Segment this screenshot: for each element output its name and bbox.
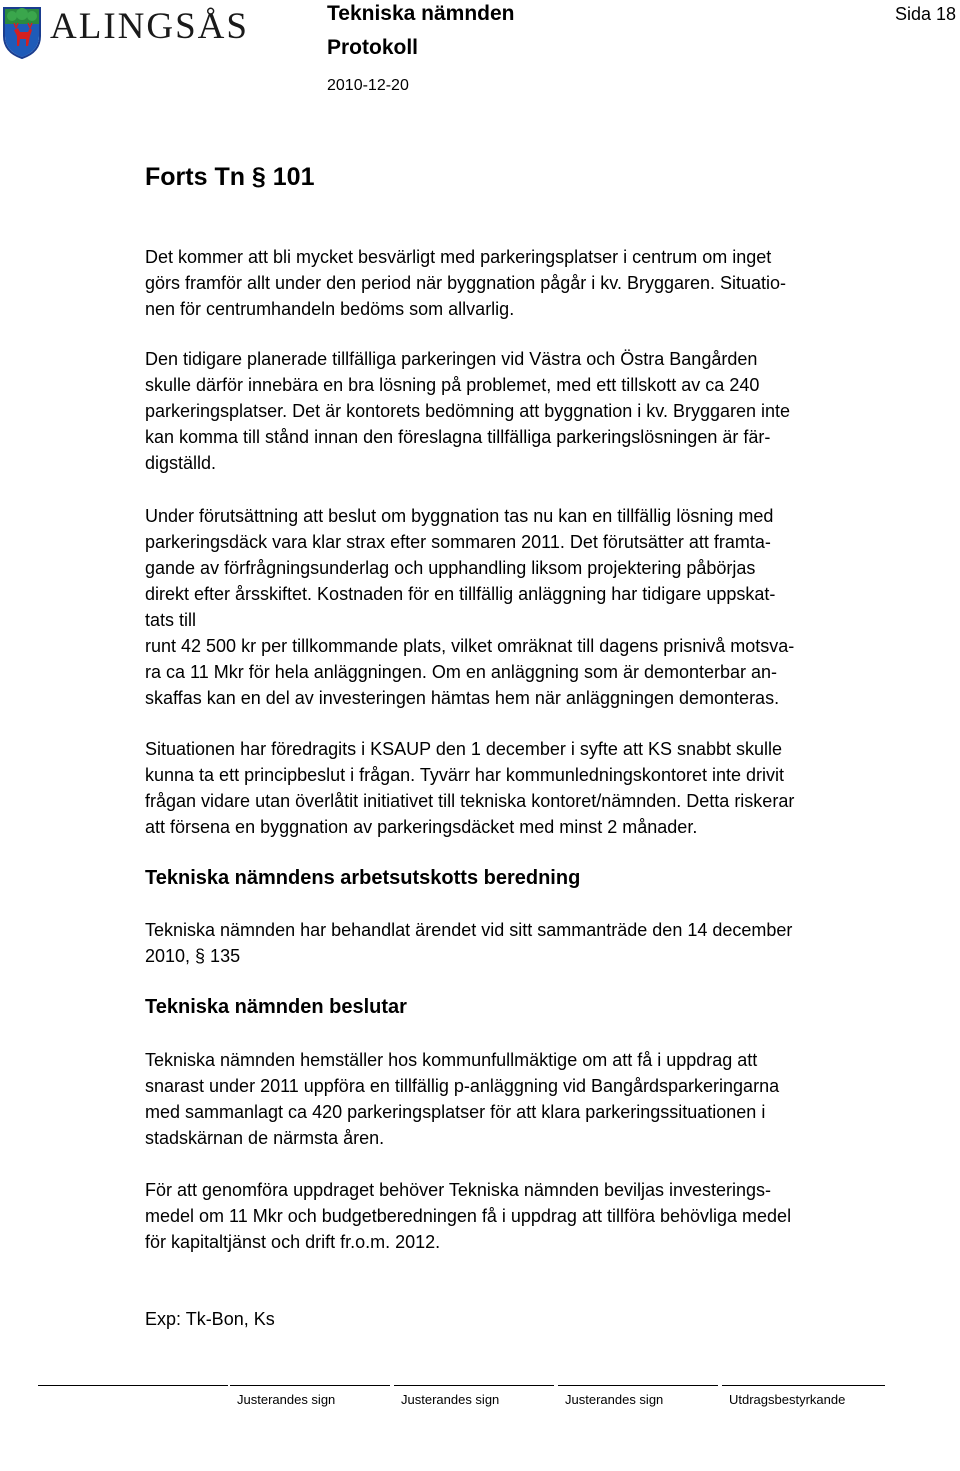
- text-line: Exp: Tk-Bon, Ks: [145, 1309, 275, 1329]
- text-line: Situationen har föredragits i KSAUP den 1 december i syfte att KS snabbt skulle: [145, 739, 783, 759]
- text-line: stadskärnan de närmsta åren.: [145, 1128, 385, 1148]
- text-line: direkt efter årsskiftet. Kostnaden för en tillfällig anläggning har tidigare uppskat-: [145, 584, 776, 604]
- footer-signature-label: Justerandes sign: [565, 1392, 664, 1407]
- text-line: 2010, § 135: [145, 946, 241, 966]
- text-line: parkeringsdäck vara klar strax efter sommaren 2011. Det förutsätter att framta-: [145, 532, 771, 552]
- text-line: Under förutsättning att beslut om byggnation tas nu kan en tillfällig lösning med: [145, 506, 774, 526]
- text-line: görs framför allt under den period när byggnation pågår i kv. Bryggaren. Situatio-: [145, 273, 787, 293]
- text-line: parkeringsplatser. Det är kontorets bedömning att byggnation i kv. Bryggaren inte: [145, 401, 791, 421]
- expedition-note: [145, 1306, 885, 1332]
- text-line: medel om 11 Mkr och budgetberedningen få i uppdrag att tillföra behövliga medel: [145, 1206, 792, 1226]
- footer-signature-label: Justerandes sign: [237, 1392, 336, 1407]
- text-line: med sammanlagt ca 420 parkeringsplatser för att klara parkeringssituationen i: [145, 1102, 766, 1122]
- logo-wordmark: ALINGSÅS: [50, 6, 249, 47]
- header-date: 2010-12-20: [327, 77, 409, 94]
- text-line: tats till: [145, 610, 197, 630]
- text-line: gande av förfrågningsunderlag och upphandling liksom projektering påbörjas: [145, 558, 756, 578]
- decision-paragraph-2: [145, 1177, 885, 1255]
- municipal-coat-of-arms-icon: [2, 6, 42, 60]
- committee-heading: Tekniska nämndens arbetsutskotts beredning: [145, 867, 581, 889]
- text-line: att försena en byggnation av parkeringsdäcket med minst 2 månader.: [145, 817, 698, 837]
- text-line: nen för centrumhandeln bedöms som allvarlig.: [145, 299, 515, 319]
- municipality-logo: [2, 4, 262, 58]
- decision-paragraph-1: [145, 1047, 885, 1151]
- text-line: Tekniska nämnden hemställer hos kommunfullmäktige om att få i uppdrag att: [145, 1050, 758, 1070]
- text-line: digställd.: [145, 453, 217, 473]
- committee-paragraph: [145, 917, 885, 969]
- paragraph-3: [145, 503, 885, 711]
- paragraph-2: [145, 346, 885, 476]
- text-line: kan komma till stånd innan den föreslagna tillfälliga parkeringslösningen är fär-: [145, 427, 771, 447]
- decision-heading: Tekniska nämnden beslutar: [145, 996, 407, 1018]
- text-line: Tekniska nämnden har behandlat ärendet vid sitt sammanträde den 14 december: [145, 920, 793, 940]
- footer-certification-label: Utdragsbestyrkande: [729, 1392, 846, 1407]
- footer-rule: [230, 1385, 390, 1386]
- page-number: Sida 18: [894, 4, 956, 24]
- text-line: frågan vidare utan överlåtit initiativet till tekniska kontoret/nämnden. Detta riskerar: [145, 791, 795, 811]
- section-heading: Forts Tn § 101: [145, 163, 315, 191]
- footer-rule: [394, 1385, 554, 1386]
- text-line: Det kommer att bli mycket besvärligt med parkeringsplatser i centrum om inget: [145, 247, 772, 267]
- text-line: snarast under 2011 uppföra en tillfällig p-anläggning vid Bangårdsparkeringarna: [145, 1076, 780, 1096]
- paragraph-1: [145, 244, 885, 322]
- footer-rule: [722, 1385, 885, 1386]
- header-committee-title: Tekniska nämnden: [327, 2, 515, 25]
- text-line: för kapitaltjänst och drift fr.o.m. 2012.: [145, 1232, 441, 1252]
- footer-rule: [38, 1385, 228, 1386]
- text-line: ra ca 11 Mkr för hela anläggningen. Om en anläggning som är demonterbar an-: [145, 662, 778, 682]
- text-line: runt 42 500 kr per tillkommande plats, vilket omräknat till dagens prisnivå motsva-: [145, 636, 795, 656]
- paragraph-4: [145, 736, 885, 840]
- footer-signature-label: Justerandes sign: [401, 1392, 500, 1407]
- header-document-type: Protokoll: [327, 36, 419, 59]
- text-line: Den tidigare planerade tillfälliga parkeringen vid Västra och Östra Bangården: [145, 349, 758, 369]
- text-line: kunna ta ett principbeslut i frågan. Tyvärr har kommunledningskontoret inte drivit: [145, 765, 784, 785]
- text-line: skaffas kan en del av investeringen hämtas hem när anläggningen demonteras.: [145, 688, 780, 708]
- text-line: För att genomföra uppdraget behöver Tekniska nämnden beviljas investerings-: [145, 1180, 772, 1200]
- footer-rule: [558, 1385, 718, 1386]
- text-line: skulle därför innebära en bra lösning på problemet, med ett tillskott av ca 240: [145, 375, 760, 395]
